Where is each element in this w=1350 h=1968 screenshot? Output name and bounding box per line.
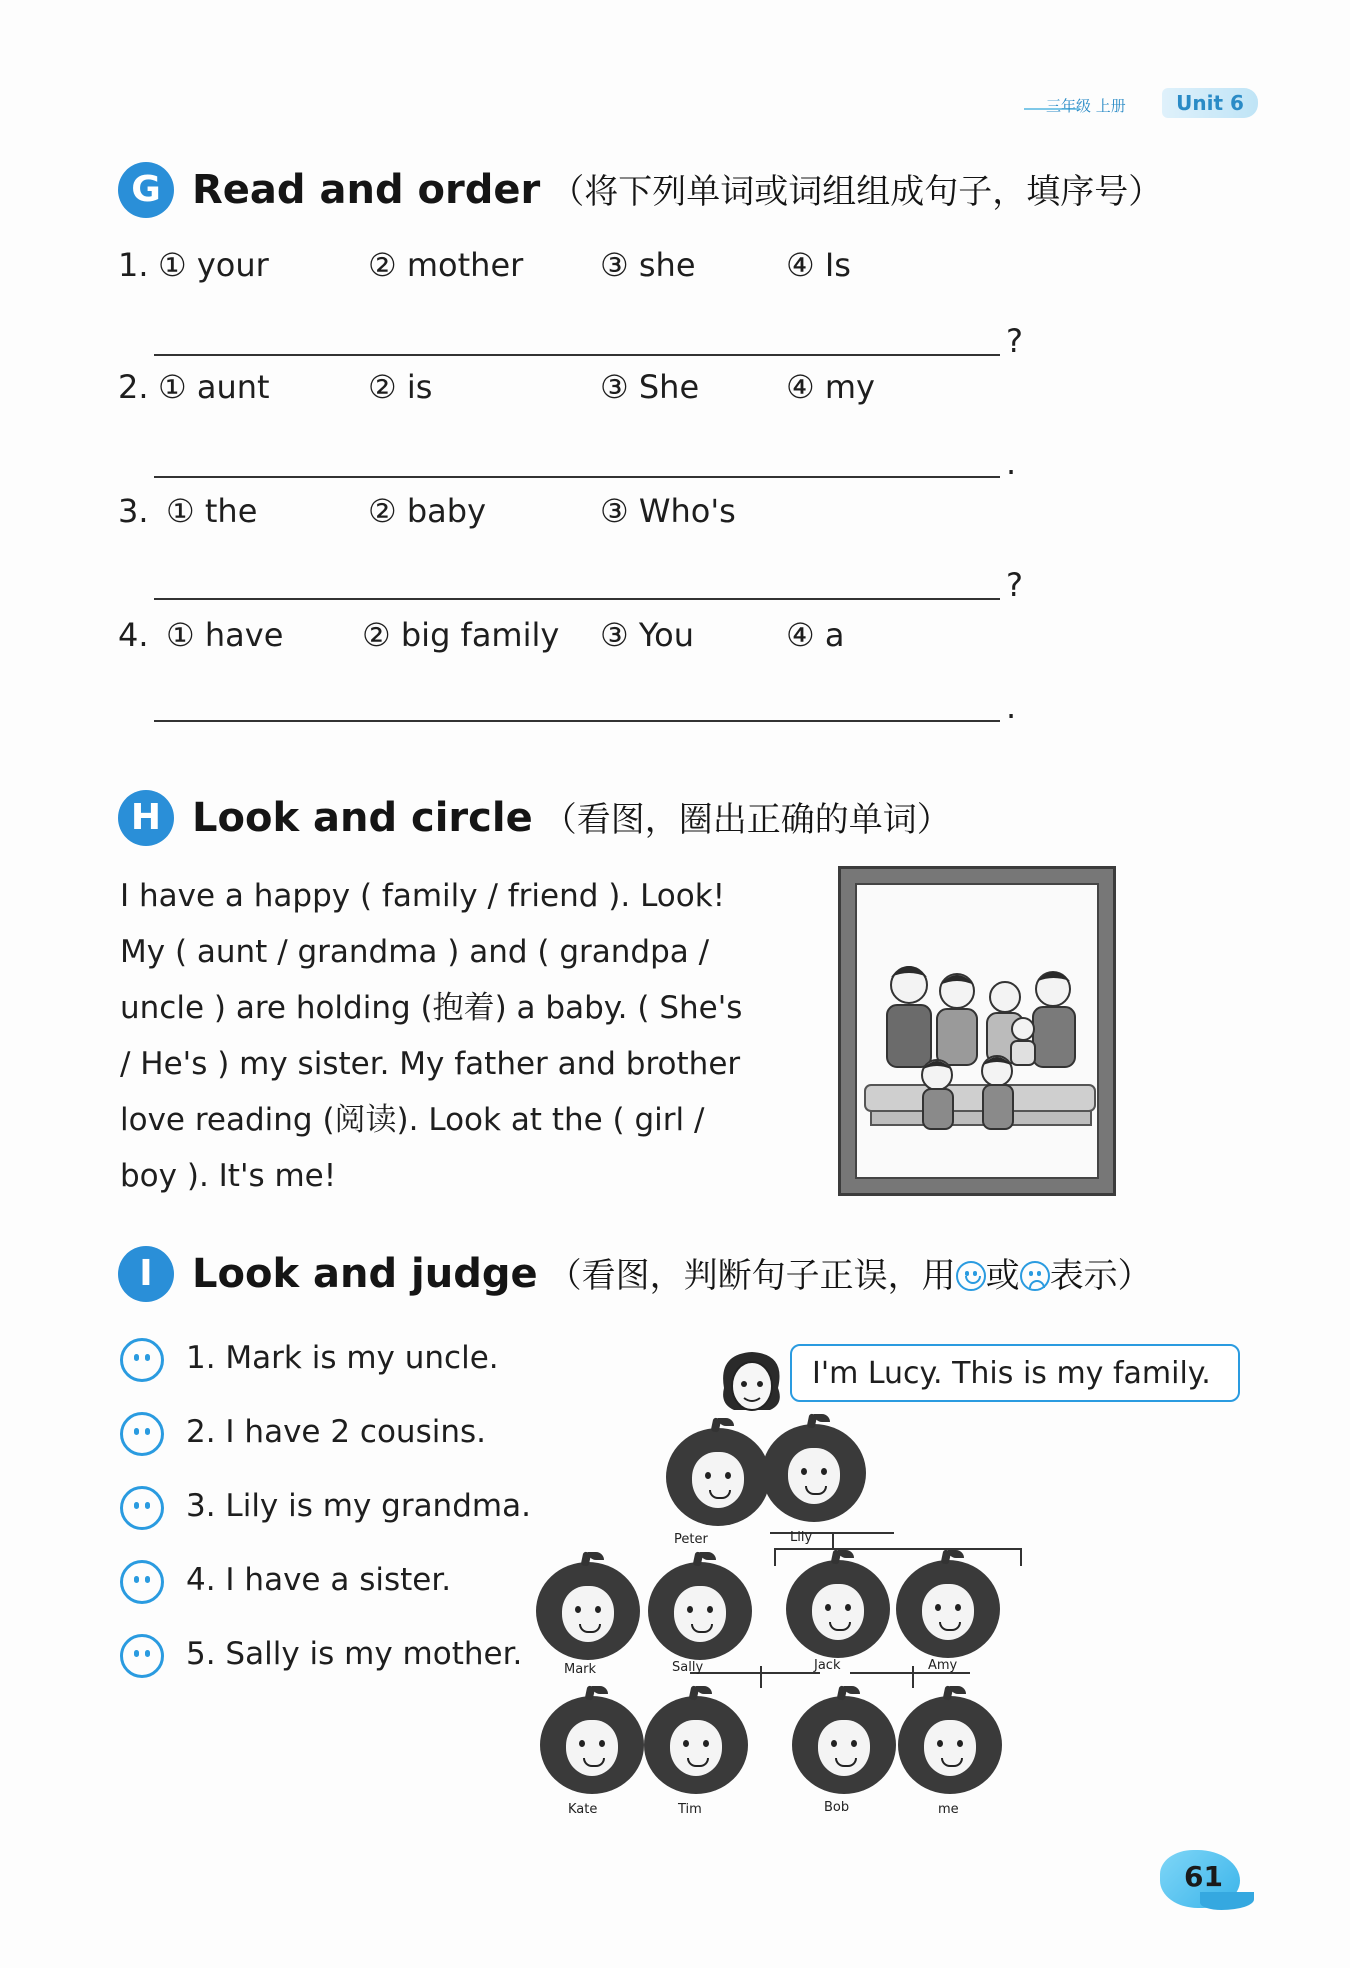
apple-peter-icon <box>666 1428 770 1526</box>
option: ① aunt <box>158 368 270 406</box>
tree-connector <box>1020 1548 1022 1566</box>
tree-name-lily: Lily <box>790 1530 813 1545</box>
question-4 <box>118 608 1018 664</box>
section-g-title-text: Read and order <box>192 167 541 213</box>
tree-connector <box>760 1666 762 1688</box>
section-i-title-text: Look and judge <box>192 1251 538 1297</box>
option: ① your <box>158 246 269 284</box>
family-tree <box>564 1410 1240 1830</box>
page-number-tail <box>1200 1892 1254 1910</box>
tree-name-amy: Amy <box>928 1658 958 1673</box>
passage-line: / He's ) my sister. My father and brother <box>120 1046 741 1082</box>
section-i-badge: I <box>118 1246 174 1302</box>
section-i-instruction-b: 或 <box>985 1256 1020 1296</box>
answer-underline[interactable] <box>154 476 1000 478</box>
page-number-badge <box>1160 1850 1246 1912</box>
answer-underline[interactable] <box>154 598 1000 600</box>
tree-connector <box>774 1548 776 1566</box>
answer-underline[interactable] <box>154 354 1000 356</box>
passage-line: My ( aunt / grandma ) and ( grandpa / <box>120 934 710 970</box>
tree-name-bob: Bob <box>824 1800 850 1815</box>
tree-connector <box>774 1548 1022 1550</box>
smiley-icon <box>956 1261 986 1291</box>
tree-name-me: me <box>938 1802 959 1817</box>
option: ① have <box>166 616 284 654</box>
judge-statement: 3. Lily is my grandma. <box>186 1488 531 1524</box>
passage-line: love reading (阅读). Look at the ( girl / <box>120 1102 705 1138</box>
passage-line: uncle ) are holding (抱着) a baby. ( She's <box>120 990 743 1026</box>
apple-amy-icon <box>896 1560 1000 1658</box>
apple-kate-icon <box>540 1696 644 1794</box>
apple-me-icon <box>898 1696 1002 1794</box>
circle-passage <box>120 868 760 1204</box>
section-h-instruction: （看图，圈出正确的单词） <box>542 800 951 840</box>
question-2 <box>118 360 1018 416</box>
option: ① the <box>166 492 258 530</box>
apple-lily-icon <box>762 1424 866 1522</box>
family-photo-frame <box>838 866 1116 1196</box>
judge-item-5 <box>120 1628 600 1680</box>
family-photo <box>855 883 1099 1179</box>
answer-line-1[interactable] <box>154 322 1023 362</box>
speech-bubble <box>790 1344 1240 1402</box>
apple-mark-icon <box>536 1562 640 1660</box>
option: ③ Who's <box>600 492 736 530</box>
section-h-title-text: Look and circle <box>192 795 533 841</box>
judge-statement: 2. I have 2 cousins. <box>186 1414 486 1450</box>
grade-label: 三年级 上册 <box>1046 97 1126 115</box>
tree-name-peter: Peter <box>674 1532 708 1547</box>
answer-underline[interactable] <box>154 720 1000 722</box>
judge-item-3 <box>120 1480 600 1532</box>
answer-punctuation: . <box>1006 688 1017 726</box>
question-3 <box>118 484 1018 540</box>
section-h-title <box>192 792 951 841</box>
section-i-title <box>192 1248 1152 1297</box>
tree-connector <box>832 1532 834 1548</box>
apple-tim-icon <box>644 1696 748 1794</box>
option: ② mother <box>368 246 524 284</box>
tree-name-mark: Mark <box>564 1662 597 1677</box>
tree-name-kate: Kate <box>568 1802 598 1817</box>
option: ④ Is <box>786 246 851 284</box>
judge-statement: 4. I have a sister. <box>186 1562 452 1598</box>
judge-face-icon[interactable] <box>120 1338 164 1382</box>
section-g-badge: G <box>118 162 174 218</box>
judge-item-1 <box>120 1332 600 1384</box>
question-1 <box>118 238 1018 294</box>
judge-item-2 <box>120 1406 600 1458</box>
tree-name-sally: Sally <box>672 1660 704 1675</box>
family-illustration <box>857 885 1103 1181</box>
option: ④ my <box>786 368 875 406</box>
tree-name-jack: Jack <box>814 1658 841 1673</box>
apple-sally-icon <box>648 1562 752 1660</box>
page-number: 61 <box>1184 1860 1223 1893</box>
answer-line-3[interactable] <box>154 566 1023 606</box>
sad-face-icon <box>1020 1261 1050 1291</box>
option: ③ She <box>600 368 700 406</box>
answer-line-2[interactable] <box>154 444 1017 484</box>
option: ③ she <box>600 246 696 284</box>
section-g-instruction: （将下列单词或词组组成句子，填序号） <box>550 172 1163 212</box>
judge-statement: 1. Mark is my uncle. <box>186 1340 499 1376</box>
passage-line: I have a happy ( family / friend ). Look! <box>120 878 726 914</box>
tree-connector <box>912 1666 914 1688</box>
option: ② big family <box>362 616 560 654</box>
question-number: 2. <box>118 368 149 406</box>
tree-name-tim: Tim <box>678 1802 702 1817</box>
apple-jack-icon <box>786 1560 890 1658</box>
question-number: 1. <box>118 246 149 284</box>
apple-bob-icon <box>792 1696 896 1794</box>
question-number: 3. <box>118 492 149 530</box>
option: ② baby <box>368 492 487 530</box>
section-i-instruction <box>548 1256 1152 1296</box>
section-i-instruction-a: （看图，判断句子正误，用 <box>547 1256 956 1296</box>
option: ③ You <box>600 616 695 654</box>
judge-item-4 <box>120 1554 600 1606</box>
judge-statement: 5. Sally is my mother. <box>186 1636 523 1672</box>
answer-line-4[interactable] <box>154 688 1017 728</box>
judge-face-icon[interactable] <box>120 1486 164 1530</box>
unit-label: Unit 6 <box>1162 88 1258 118</box>
question-number: 4. <box>118 616 149 654</box>
answer-punctuation: . <box>1006 444 1017 482</box>
option: ④ a <box>786 616 845 654</box>
judge-face-icon[interactable] <box>120 1412 164 1456</box>
option: ② is <box>368 368 433 406</box>
section-g-title <box>192 164 1162 213</box>
section-i-instruction-c: 表示） <box>1049 1256 1152 1296</box>
passage-line: boy ). It's me! <box>120 1158 337 1194</box>
speech-text: I'm Lucy. This is my family. <box>812 1356 1211 1391</box>
tree-connector <box>690 1672 820 1674</box>
judge-face-icon[interactable] <box>120 1634 164 1678</box>
judge-face-icon[interactable] <box>120 1560 164 1604</box>
answer-punctuation: ? <box>1006 566 1023 604</box>
answer-punctuation: ? <box>1006 322 1023 360</box>
section-h-badge: H <box>118 790 174 846</box>
